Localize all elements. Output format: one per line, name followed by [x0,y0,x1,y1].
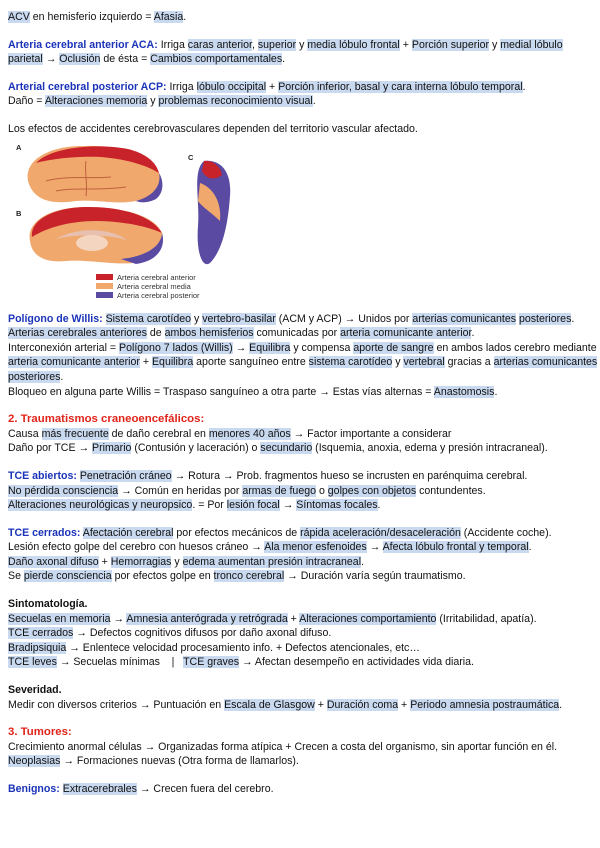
highlighted-text: pierde consciencia [23,570,112,583]
highlighted-text: TCE leves [8,656,57,669]
text-run: → [42,53,60,66]
legend-swatch-anterior [96,274,113,280]
severidad-heading: Severidad. [8,684,62,697]
text-run: → Enlentece velocidad procesamiento info. + Defectos atencionales, etc… [66,641,420,654]
text-run: por efectos golpe en [111,570,214,583]
willis-line-3 [8,341,600,385]
brain-lateral-view [28,145,163,201]
highlighted-text: golpes con objetos [327,484,417,497]
text-run: → Rotura → Prob. fragmentos hueso se incrusten en parénquima cerebral. [171,469,528,482]
text-run: . = Por [192,499,227,512]
text-run: Arteria cerebral anterior [117,272,196,282]
legend-item-posterior [96,291,200,300]
text-run: Irriga [157,38,188,51]
text-run: + [287,612,300,625]
text-run: . [571,312,575,325]
text-run: + [398,698,411,711]
text-run: Interconexión arterial = [8,341,120,354]
tumores-heading: 3. Tumores: [8,726,72,739]
text-run: o [316,484,328,497]
text-run: + [266,80,279,93]
highlighted-text: superior [257,38,297,51]
highlighted-text: Hemorragias [110,555,172,568]
highlighted-text: menores 40 años [208,427,291,440]
tumores-line-2 [8,754,600,769]
text-run: → [232,341,250,354]
text-run: Irriga [166,80,197,93]
text-run: , [251,38,258,51]
highlighted-text: Neoplasias [8,755,61,768]
highlighted-text: ambos hemisferios [164,327,254,340]
text-run: y [296,38,308,51]
highlighted-text: lóbulo occipital [196,80,267,93]
highlighted-text: vertebro-basilar [202,312,276,325]
cerrados-line-1 [8,526,600,541]
cerrados-line-3 [8,555,600,570]
aca-paragraph [8,38,600,67]
text-run: y [489,38,501,51]
highlighted-text: Alteraciones memoria [44,95,148,108]
text-run: Medir con diversos criterios → Puntuación en [8,698,225,711]
text-run: → Crecen fuera del cerebro. [136,783,274,795]
highlighted-text: Duración coma [326,698,399,711]
text-run: → [110,612,127,625]
text-run: → Secuelas mínimas | [56,656,184,669]
legend-swatch-posterior [96,292,113,298]
text-run: y [147,95,159,108]
highlighted-text: Cambios comportamentales [150,53,283,66]
figure-legend [96,273,200,300]
text-run: (Irritabilidad, apatía). [436,612,537,625]
paragraph-gap [8,584,600,597]
text-run: . [377,499,381,512]
highlighted-text: arterias comunicantes posteriores [8,356,598,383]
highlighted-text: Escala de Glasgow [224,698,315,711]
highlighted-text: Porción inferior, basal y cara interna lóbulo temporal [278,80,523,93]
highlighted-text: Extracerebrales [62,783,137,795]
paragraph-gap [8,456,600,469]
text-run: + [98,555,111,568]
text-run: . [60,370,64,383]
text-run: → Defectos cognitivos difusos por daño axonal difuso. [73,627,332,640]
highlighted-text: Ala menor esfenoides [264,541,367,554]
intro-line [8,10,600,25]
section-label: Benignos: [8,783,60,795]
text-run: . [528,541,532,554]
text-run: y [392,356,404,369]
text-run: . [361,555,365,568]
highlighted-text: Oclusión [59,53,101,66]
text-run: Se [8,570,24,583]
text-run: → [366,541,383,554]
highlighted-text: secundario [260,442,313,455]
highlighted-text: No pérdida consciencia [8,484,119,497]
efectos-line: Los efectos de accidentes cerebrovasculares dependen del territorio vascular afectado. [8,122,418,135]
text-run: → Común en heridas por [118,484,243,497]
cerrados-line-4 [8,569,600,584]
text-run: . [282,53,286,66]
paragraph-gap [8,25,600,38]
highlighted-text: Porción superior [411,38,490,51]
willis-line-2 [8,326,600,341]
abiertos-line-2 [8,484,600,499]
text-run: Lesión efecto golpe del cerebro con huesos cráneo → [8,541,265,554]
highlighted-text: arteria comunicante anterior [8,356,140,369]
highlighted-text: Primario [92,442,132,455]
hl-afasia: Afasia [153,11,184,23]
highlighted-text: aporte de sangre [353,341,434,354]
highlighted-text: caras anterior [187,38,252,51]
text-run: de ésta = [100,53,151,66]
highlighted-text: Afecta lóbulo frontal y temporal [382,541,529,554]
text-run: gracias a [444,356,491,369]
text-run: y compensa [290,341,354,354]
highlighted-text: más frecuente [41,427,109,440]
severidad-line [8,698,600,713]
text-run: y [171,555,183,568]
highlighted-text: Equilibra [249,341,291,354]
highlighted-text: tronco cerebral [213,570,285,583]
sintomatologia-line-1 [8,612,600,627]
highlighted-text: Arterias cerebrales anteriores [8,327,147,340]
trauma-heading: 2. Traumatismos craneoencefálicos: [8,413,205,426]
legend-item-media [96,282,200,291]
sintomatologia-line-2 [8,626,600,641]
text-run: (Accidente coche). [460,526,552,539]
sintomatologia-line-4 [8,655,600,670]
highlighted-text: arteria comunicante anterior [340,327,472,340]
highlighted-text: Equilibra [151,356,194,369]
paragraph-gap [8,712,600,725]
text-run: (ACM y ACP) → Unidos por [275,312,413,325]
text-run: . [494,385,498,398]
highlighted-text: TCE cerrados [8,627,74,640]
text-run: aporte sanguíneo entre [193,356,309,369]
highlighted-text: media lóbulo frontal [307,38,400,51]
highlighted-text: Daño axonal difuso [8,555,99,568]
highlighted-text: medial lóbulo [500,38,563,51]
trauma-line-1 [8,427,600,442]
section-label: TCE cerrados: [8,526,81,539]
benignos-line [8,782,600,797]
text-run: (Contusión y laceración) o [131,442,261,455]
highlighted-text: Amnesia anterógrada y retrógrada [126,612,288,625]
trauma-line-2 [8,441,600,456]
highlighted-text: arterias comunicantes [412,312,517,325]
highlighted-text: parietal [8,53,43,66]
highlighted-text: Periodo amnesia postraumática [410,698,560,711]
highlighted-text: armas de fuego [242,484,316,497]
section-label: Polígono de Willis: [8,312,103,325]
text-run: Causa [8,427,42,440]
text-run: + [399,38,412,51]
willis-line-6 [8,385,600,400]
tumores-line-1: Crecimiento anormal células → Organizadas forma atípica + Crecen a costa del organismo, sin aportar función en él. [8,740,558,753]
text-run: . [471,327,475,340]
paragraph-gap [8,769,600,782]
text-run: + [139,356,152,369]
highlighted-text: vertebral [403,356,445,369]
text-run: Arteria cerebral posterior [117,290,200,300]
text-run: . [522,80,526,93]
text-run: de daño cerebral en [108,427,209,440]
acp-damage-line [8,94,600,109]
legend-item-anterior [96,273,200,282]
paragraph-gap [8,399,600,412]
brain-illustration [16,141,241,271]
text-run: en ambos lados cerebro [433,341,551,354]
legend-swatch-media [96,283,113,289]
highlighted-text: Sistema carotídeo [105,312,191,325]
highlighted-text: posteriores [518,312,572,325]
acp-label: Arterial cerebral posterior ACP: [8,80,167,93]
text-run: y [191,312,203,325]
text-run: en hemisferio izquierdo = [29,11,154,23]
cerrados-line-2 [8,540,600,555]
text-run: de [146,327,165,340]
text-run: → [279,499,297,512]
figure-letter-a: A [16,142,22,152]
highlighted-text: Alteraciones comportamiento [299,612,437,625]
figure-letter-c: C [188,152,194,162]
text-run: . [559,698,563,711]
highlighted-text: Polígono 7 lados (Willis) [119,341,233,354]
highlighted-text: TCE graves [183,656,240,669]
highlighted-text: rápida aceleración/desaceleración [300,526,461,539]
highlighted-text: edema aumentan presión intracraneal [182,555,362,568]
highlighted-text: lesión focal [226,499,280,512]
hl-acv: ACV [8,11,30,23]
text-run: (Isquemia, anoxia, edema y presión intracraneal). [312,442,548,455]
paragraph-gap [8,670,600,683]
abiertos-line-1 [8,469,600,484]
highlighted-text: Penetración cráneo [79,469,172,482]
text-run: Bloqueo en alguna parte Willis = Traspaso sanguíneo a otra parte → Estas vías alternas = [8,385,434,398]
text-run: . [183,11,187,23]
brain-inferior-view [197,160,230,263]
text-run: + [314,698,327,711]
highlighted-text: Anastomosis [433,385,495,398]
highlighted-text: problemas reconocimiento visual [158,95,313,108]
text-run: → Formaciones nuevas (Otra forma de llamarlos). [60,755,299,768]
brain-medial-view [30,207,163,264]
sintomatologia-line-3 [8,641,600,656]
text-run: Daño = [8,95,45,108]
highlighted-text: Afectación cerebral [82,526,174,539]
text-run: Daño por TCE → [8,442,92,455]
highlighted-text: Síntomas focales [296,499,378,512]
text-run: . [312,95,316,108]
highlighted-text: sistema carotídeo [308,356,393,369]
highlighted-text: Alteraciones neurológicas y neuropsico [8,499,193,512]
text-run: Arteria cerebral media [117,281,191,291]
text-run: comunicadas por [253,327,341,340]
section-label: TCE abiertos: [8,469,77,482]
highlighted-text: Bradipsiquia [8,641,67,654]
figure-letter-b: B [16,208,22,218]
aca-label: Arteria cerebral anterior ACA: [8,38,158,51]
paragraph-gap [8,513,600,526]
text-run: mediante [553,341,597,354]
acp-paragraph [8,80,600,95]
willis-line-1 [8,312,600,327]
text-run: → Duración varía según traumatismo. [284,570,466,583]
text-run: → Afectan desempeño en actividades vida diaria. [239,656,474,669]
abiertos-line-3 [8,498,600,513]
highlighted-text: Secuelas en memoria [8,612,111,625]
text-run: por efectos mecánicos de [173,526,301,539]
paragraph-gap [8,109,600,122]
paragraph-gap [8,67,600,80]
text-run: contundentes. [416,484,486,497]
sintomatologia-heading: Sintomatología. [8,598,88,611]
brain-arteries-figure [16,141,241,306]
text-run: → Factor importante a considerar [290,427,452,440]
